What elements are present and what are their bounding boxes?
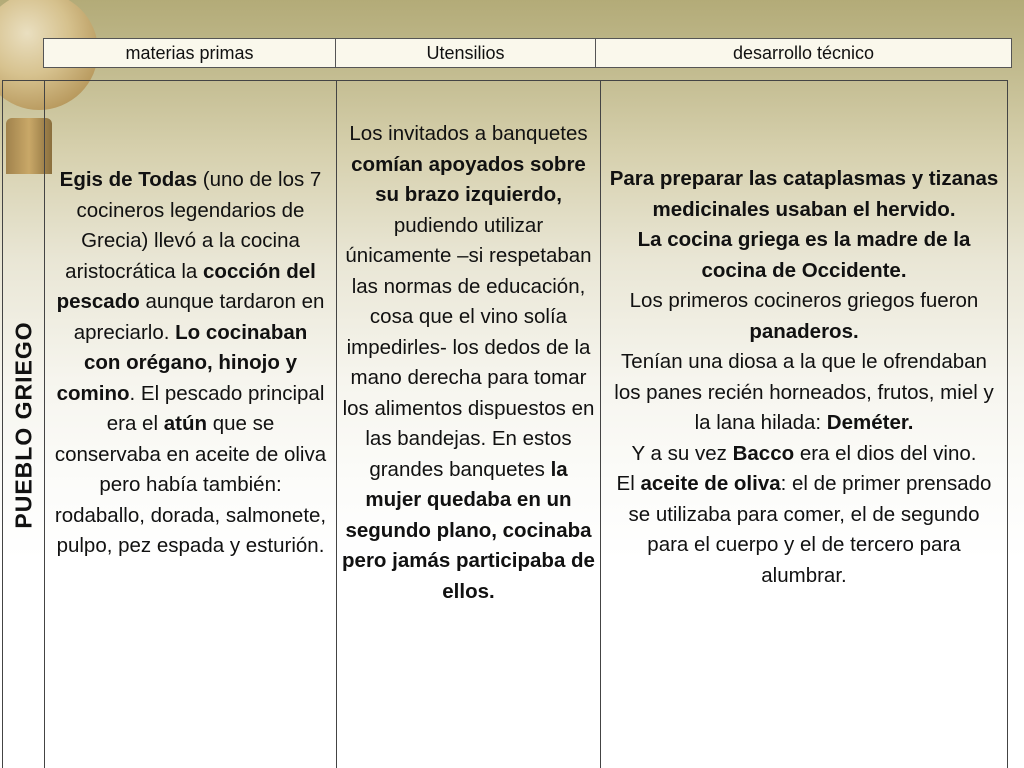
desarrollo-paragraph-5: Y a su vez Bacco era el dios del vino. (631, 441, 977, 465)
desarrollo-paragraph-2: La cocina griega es la madre de la cocina de Occidente. (637, 228, 971, 282)
desarrollo-paragraph-6: El aceite de oliva: el de primer prensado se utilizaba para comer, el de segundo para el cuerpo y el de tercero para alumbrar. (616, 472, 992, 587)
cell-utensilios (337, 81, 601, 768)
header-desarrollo-tecnico: desarrollo técnico (732, 42, 875, 63)
row-label: PUEBLO GRIEGO (10, 320, 36, 529)
header-utensilios: Utensilios (336, 39, 596, 67)
desarrollo-paragraph-1: Para preparar las cataplasmas y tizanas medicinales usaban el hervido. (609, 167, 999, 221)
cell-desarrollo-tecnico (601, 81, 1007, 768)
desarrollo-paragraph-3: Los primeros cocineros griegos fueron panaderos. (629, 289, 979, 343)
materias-primas-text: Egis de Todas (uno de los 7 cocineros legendarios de Grecia) llevó a la cocina aristocrática la cocción del pescado aunque tardaron en apreciarlo. Lo cocinaban con orégano, hinojo y comino. El pescado principal era el atún que se conservaba en aceite de oliva pero había también: rodaballo, dorada, salmonete, pulpo, pez espada y esturión. (54, 168, 327, 557)
row-label-cell (3, 81, 45, 768)
content-table (2, 80, 1008, 768)
utensilios-text: Los invitados a banquetes comían apoyados sobre su brazo izquierdo, pudiendo utilizar únicamente –si respetaban las normas de educación, cosa que el vino solía impedirles- los dedos de la mano derecha para tomar los alimentos dispuestos en las bandejas. En estos grandes banquetes la mujer quedaba en un segundo plano, cocinaba pero jamás participaba de ellos. (342, 122, 595, 603)
header-materias-primas: materias primas (44, 39, 336, 67)
desarrollo-paragraph-4: Tenían una diosa a la que le ofrendaban los panes recién horneados, frutos, miel y la lana hilada: Deméter. (614, 350, 994, 434)
table-header (43, 38, 1012, 68)
cell-materias-primas (45, 81, 337, 768)
